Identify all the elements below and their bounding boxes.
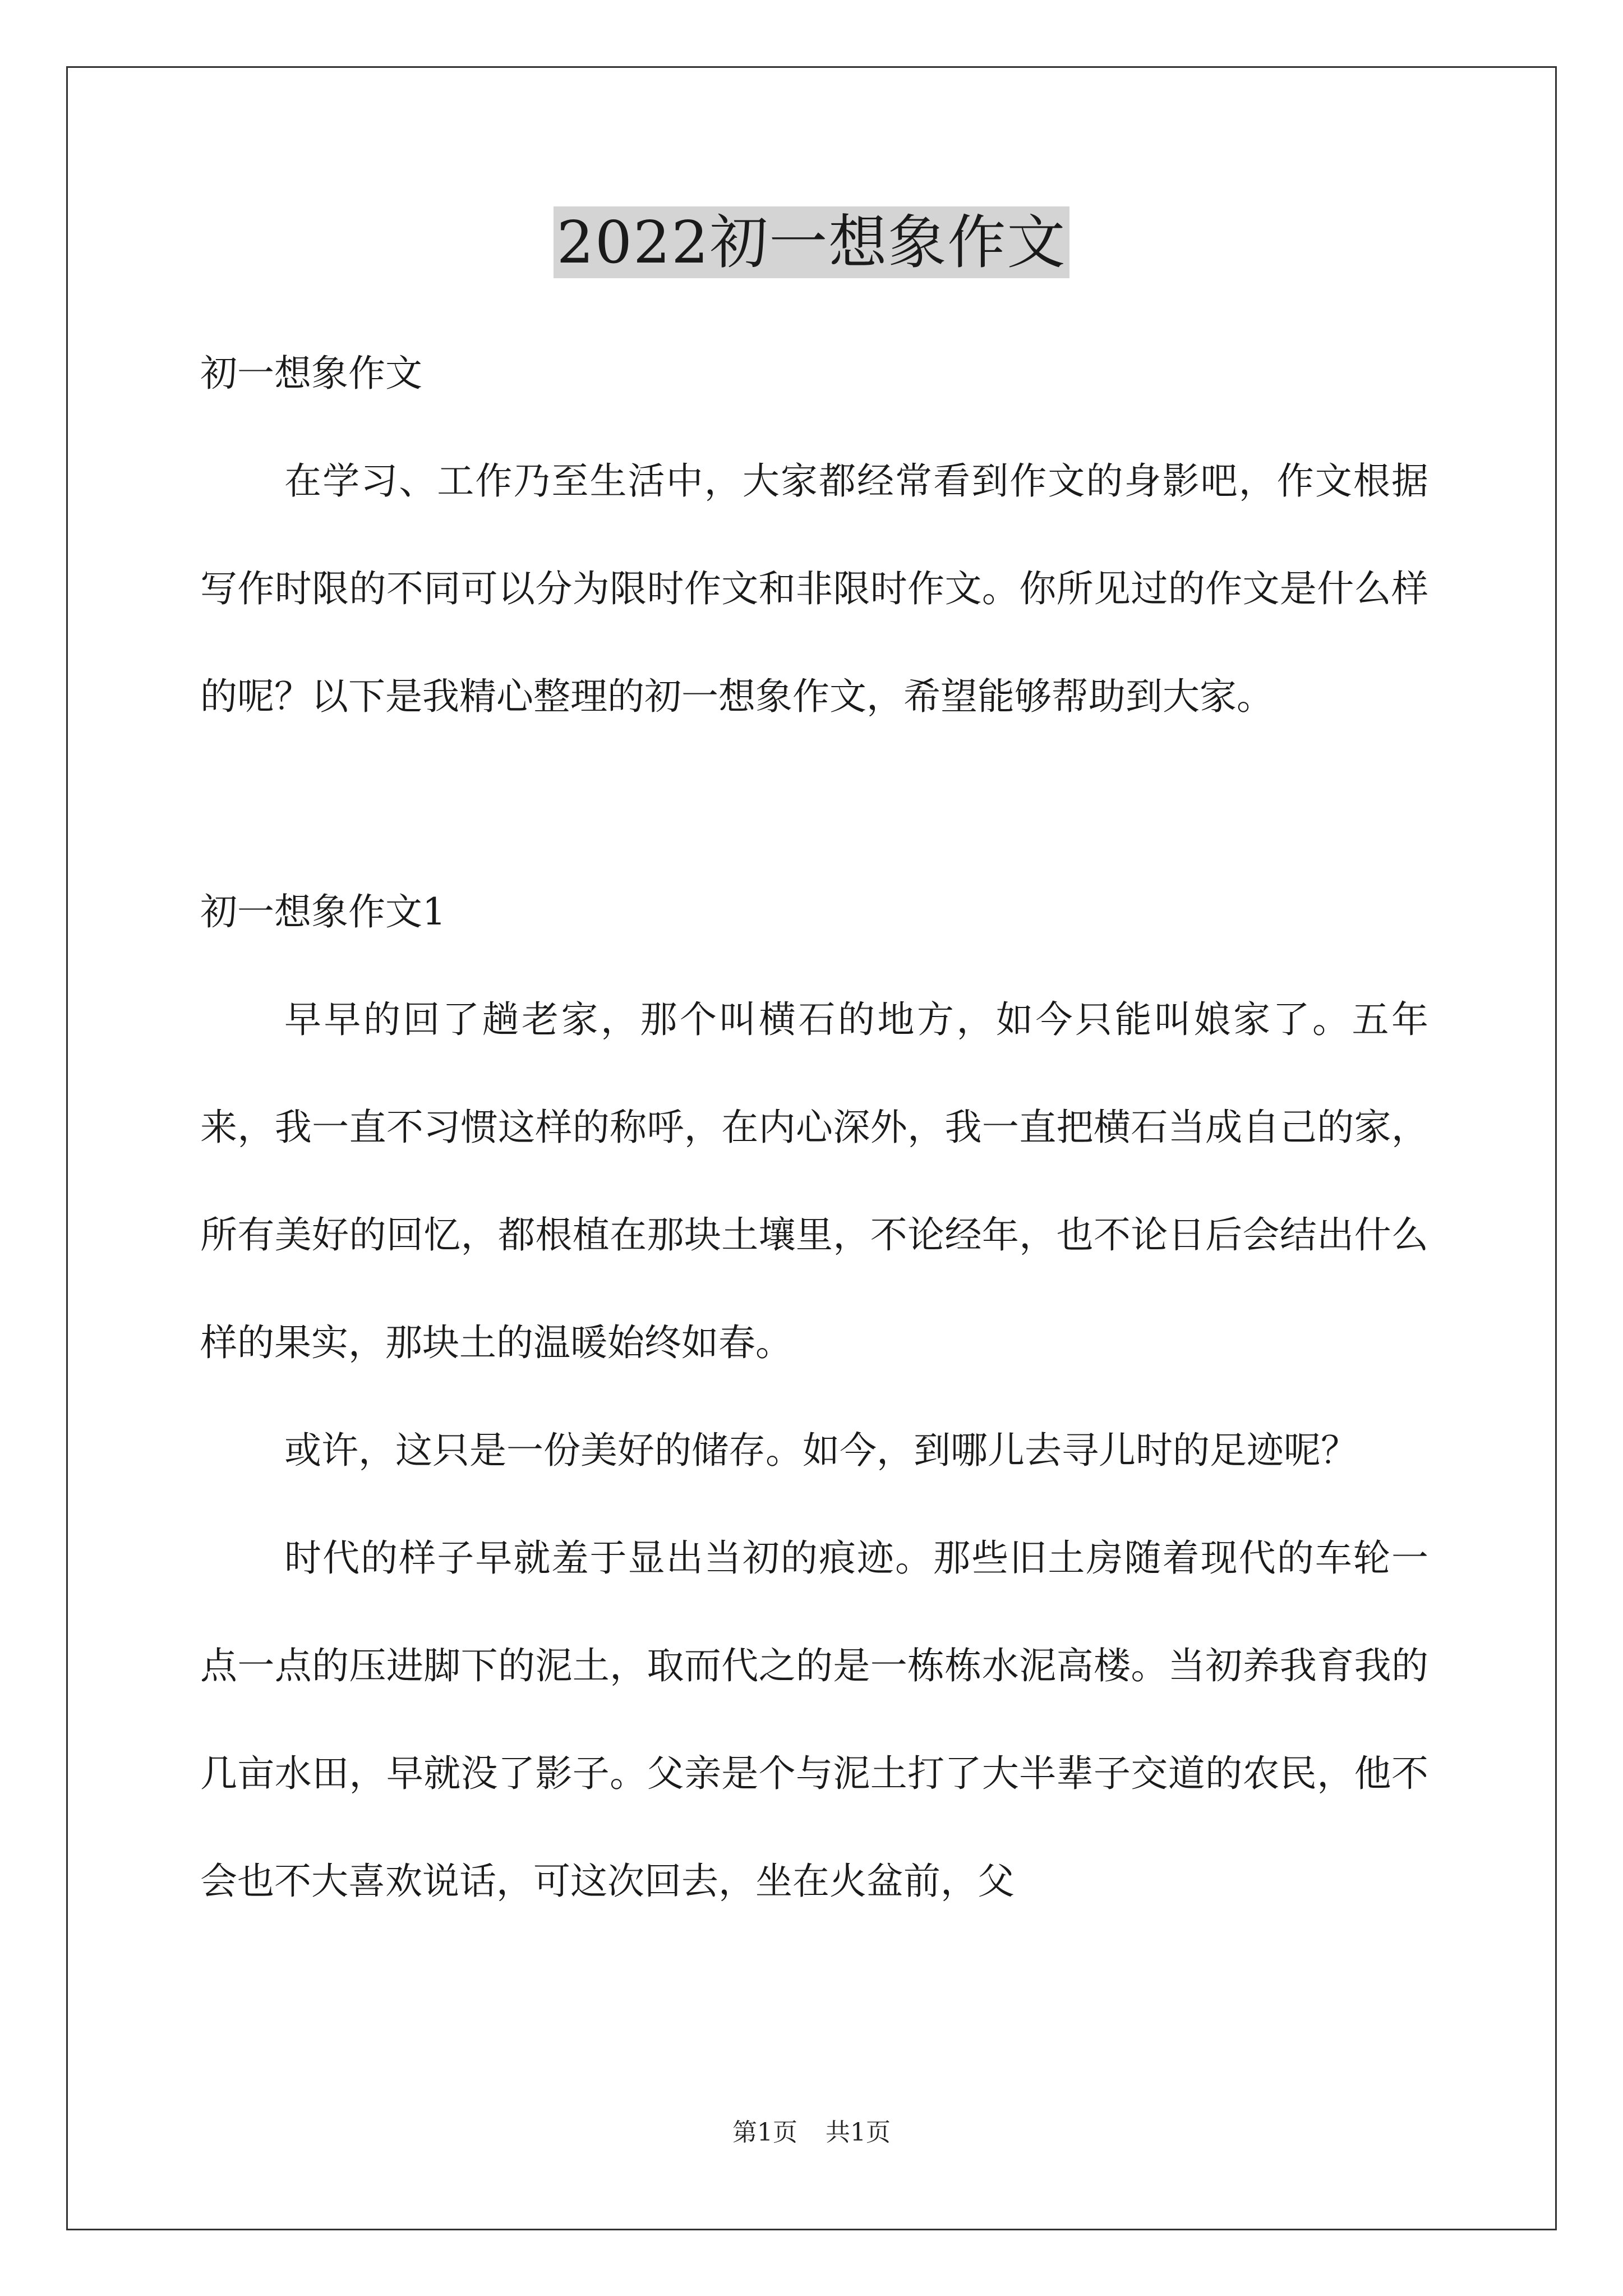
page-number-total: 共1页 — [826, 2118, 891, 2147]
page-footer — [0, 2116, 1623, 2150]
intro-heading: 初一想象作文 — [200, 352, 422, 395]
section-spacer — [200, 751, 1428, 858]
section1-paragraph-2: 或许，这只是一份美好的储存。如今，到哪儿去寻儿时的足迹呢？ — [284, 1429, 1358, 1472]
section1-paragraph-1: 早早的回了趟老家，那个叫横石的地方，如今只能叫娘家了。五年来，我一直不习惯这样的称呼，在内心深外，我一直把横石当成自己的家，所有美好的回忆，都根植在那块土壤里，不论经年，也不论日后会结出什么样的果实，那块土的温暖始终如春。 — [200, 998, 1428, 1364]
page-number-current: 第1页 — [732, 2118, 797, 2147]
document-title: 2022初一想象作文 — [554, 206, 1070, 278]
intro-paragraph: 在学习、工作乃至生活中，大家都经常看到作文的身影吧，作文根据写作时限的不同可以分为限时作文和非限时作文。你所见过的作文是什么样的呢？以下是我精心整理的初一想象作文，希望能够帮助到大家。 — [200, 459, 1428, 718]
document-body — [200, 320, 1428, 1935]
section1-heading: 初一想象作文1 — [200, 890, 446, 933]
title-container — [0, 206, 1623, 278]
section1-paragraph-3: 时代的样子早就羞于显出当初的痕迹。那些旧土房随着现代的车轮一点一点的压进脚下的泥土，取而代之的是一栋栋水泥高楼。当初养我育我的几亩水田，早就没了影子。父亲是个与泥土打了大半辈子交道的农民，他不会也不大喜欢说话，可这次回去，坐在火盆前，父 — [200, 1536, 1428, 1903]
